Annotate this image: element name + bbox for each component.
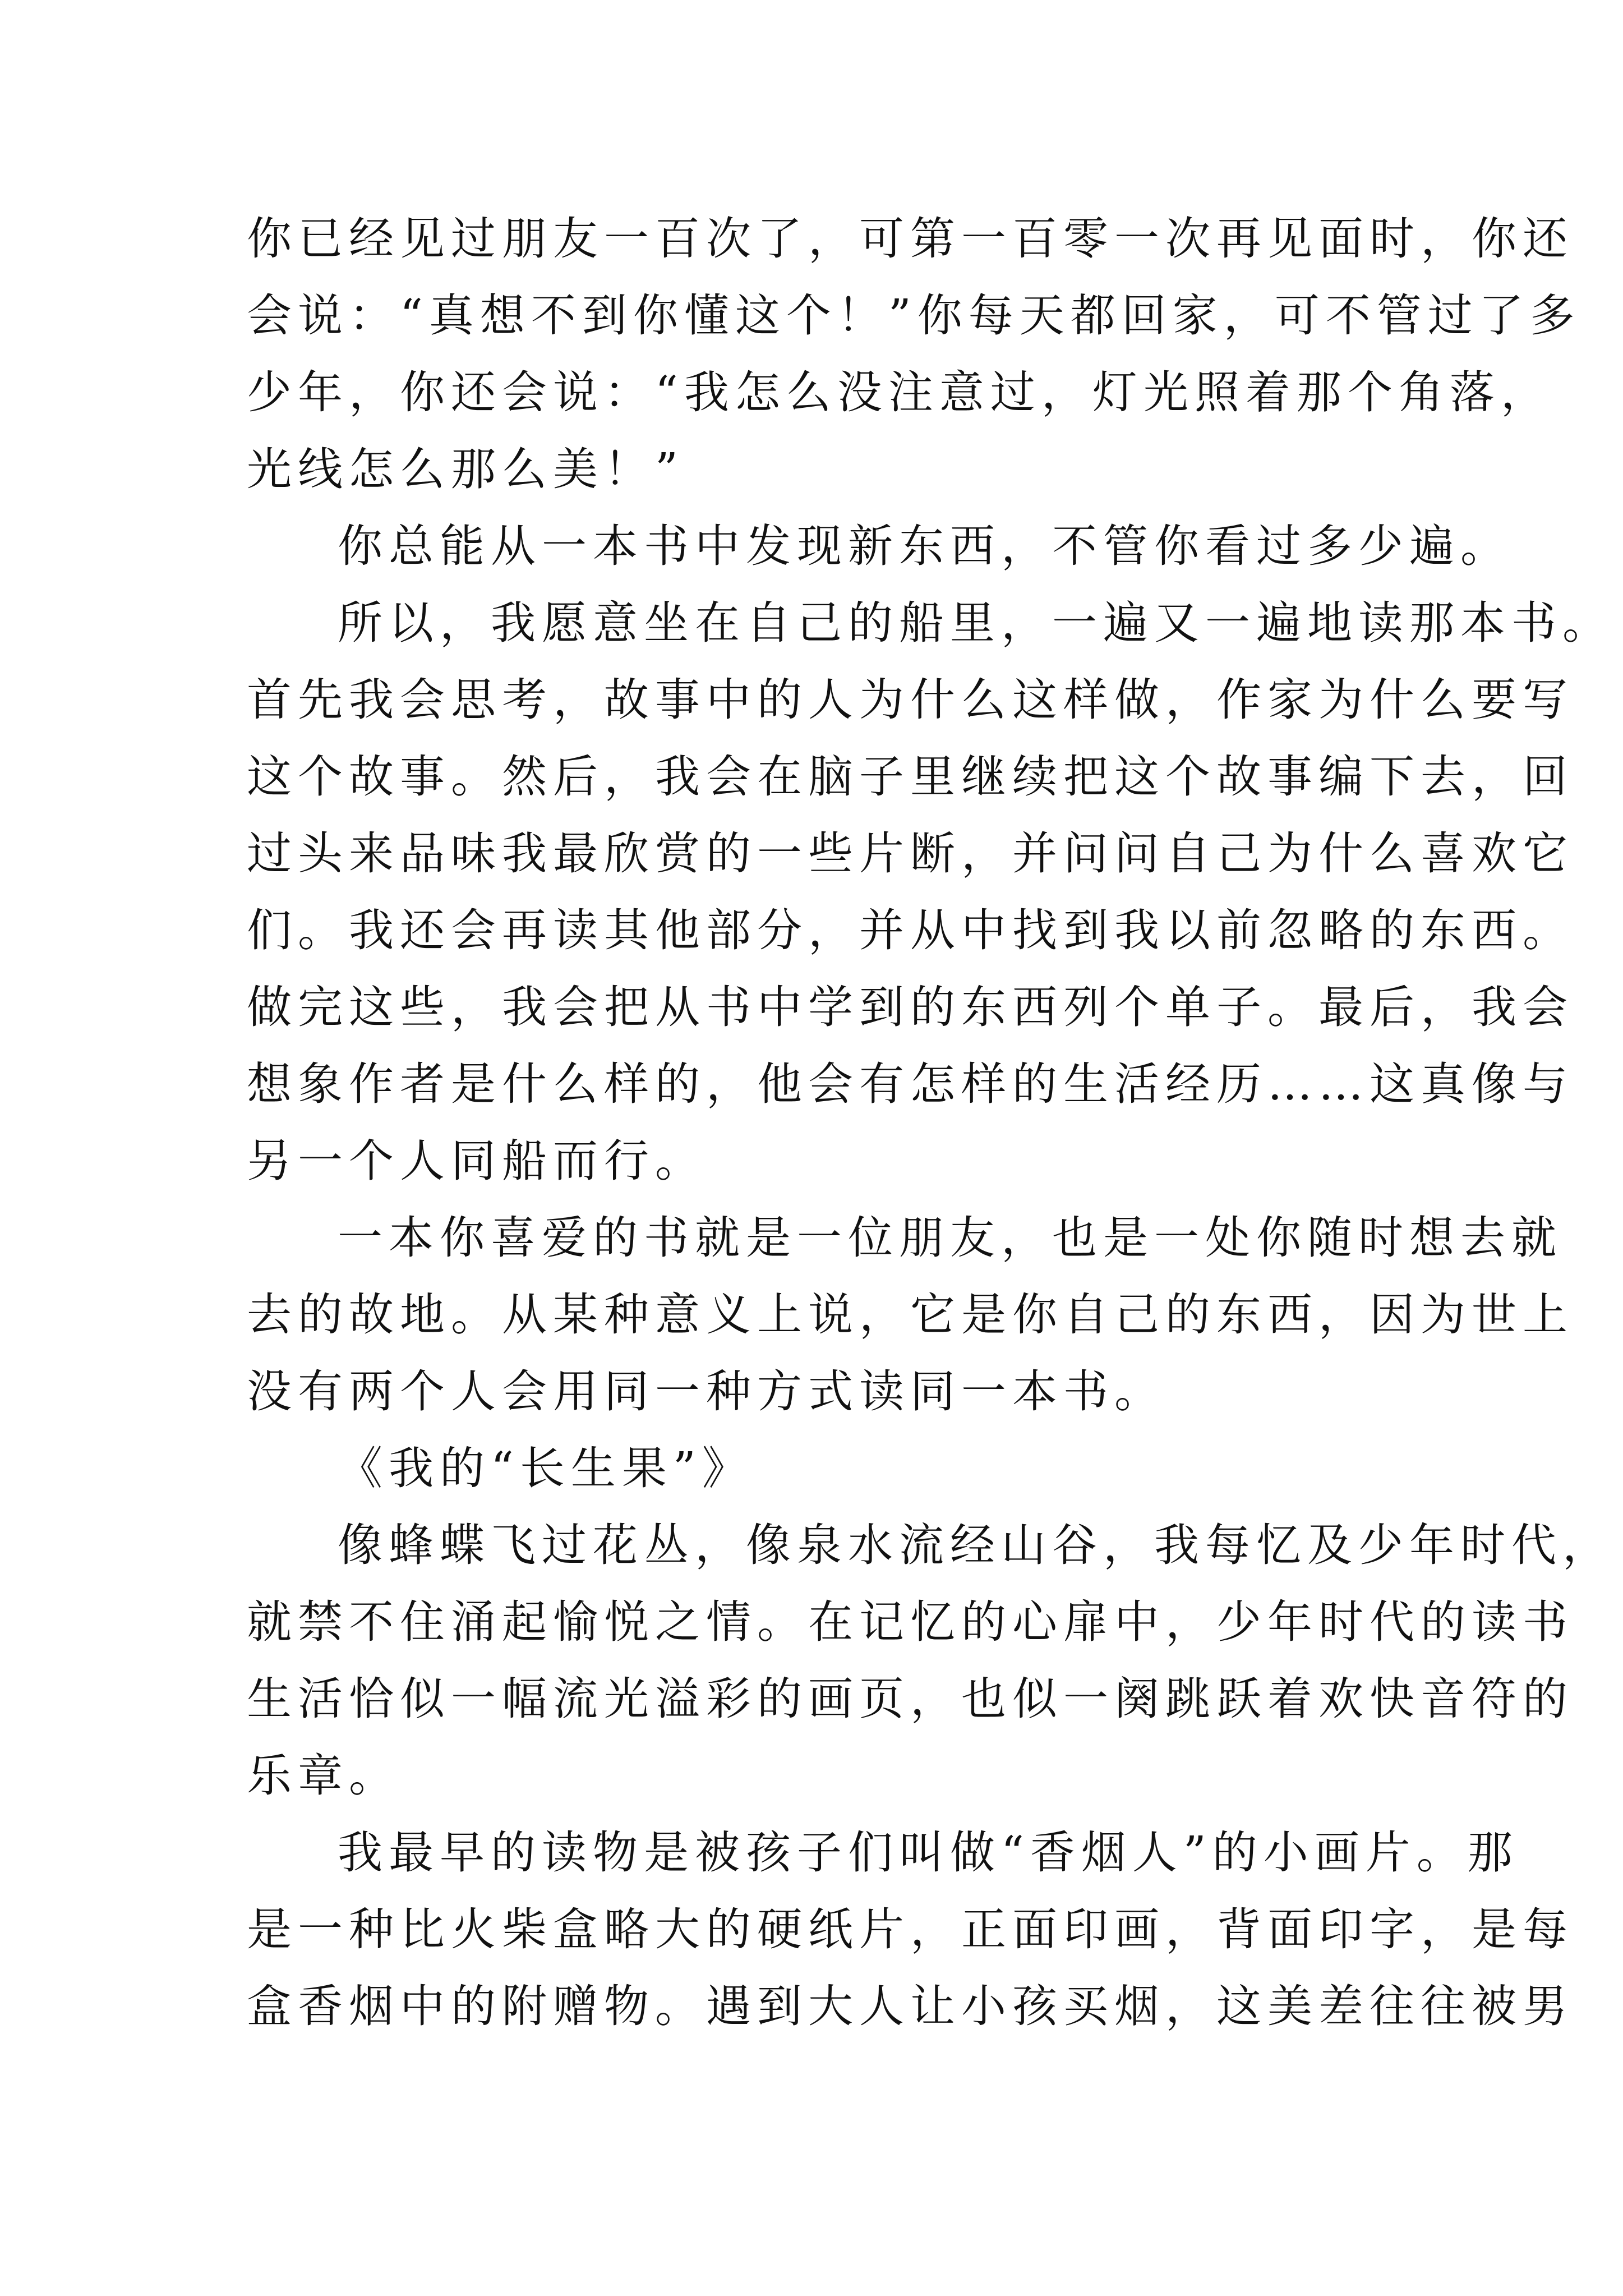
text-line: 你已经见过朋友一百次了，可第一百零一次再见面时，你还 xyxy=(247,213,1574,265)
text-line: 像蜂蝶飞过花丛，像泉水流经山谷，我每忆及少年时代， xyxy=(338,1519,1613,1571)
text-line: 想象作者是什么样的，他会有怎样的生活经历……这真像与 xyxy=(247,1058,1574,1110)
text-line: 所以，我愿意坐在自己的船里，一遍又一遍地读那本书。 xyxy=(338,597,1613,649)
text-line: 这个故事。然后，我会在脑子里继续把这个故事编下去，回 xyxy=(247,751,1574,803)
text-line: 生活恰似一幅流光溢彩的画页，也似一阕跳跃着欢快音符的 xyxy=(247,1673,1574,1725)
text-line: 另一个人同船而行。 xyxy=(247,1135,706,1187)
text-line: 就禁不住涌起愉悦之情。在记忆的心扉中，少年时代的读书 xyxy=(247,1596,1574,1648)
section-title: 《我的“长生果”》 xyxy=(338,1442,753,1494)
text-line: 少年，你还会说：“我怎么没注意过，灯光照着那个角落， xyxy=(247,366,1552,418)
text-line: 盒香烟中的附赠物。遇到大人让小孩买烟，这美差往往被男 xyxy=(247,1980,1574,2032)
text-line: 去的故地。从某种意义上说，它是你自己的东西，因为世上 xyxy=(247,1289,1574,1341)
text-line: 你总能从一本书中发现新东西，不管你看过多少遍。 xyxy=(338,520,1511,572)
text-line: 没有两个人会用同一种方式读同一本书。 xyxy=(247,1365,1165,1418)
text-line: 首先我会思考，故事中的人为什么这样做，作家为什么要写 xyxy=(247,674,1574,726)
text-line: 做完这些，我会把从书中学到的东西列个单子。最后，我会 xyxy=(247,981,1574,1033)
text-line: 是一种比火柴盒略大的硬纸片，正面印画，背面印字，是每 xyxy=(247,1903,1574,1955)
text-line: 一本你喜爱的书就是一位朋友，也是一处你随时想去就 xyxy=(338,1212,1562,1264)
text-line: 乐章。 xyxy=(247,1750,400,1802)
text-line: 过头来品味我最欣赏的一些片断，并问问自己为什么喜欢它 xyxy=(247,827,1574,880)
text-line: 会说：“真想不到你懂这个！”你每天都回家，可不管过了多 xyxy=(247,289,1581,342)
text-line: 光线怎么那么美！” xyxy=(247,443,684,495)
text-line: 我最早的读物是被孩子们叫做“香烟人”的小画片。那 xyxy=(338,1826,1519,1879)
text-line: 们。我还会再读其他部分，并从中找到我以前忽略的东西。 xyxy=(247,904,1574,956)
